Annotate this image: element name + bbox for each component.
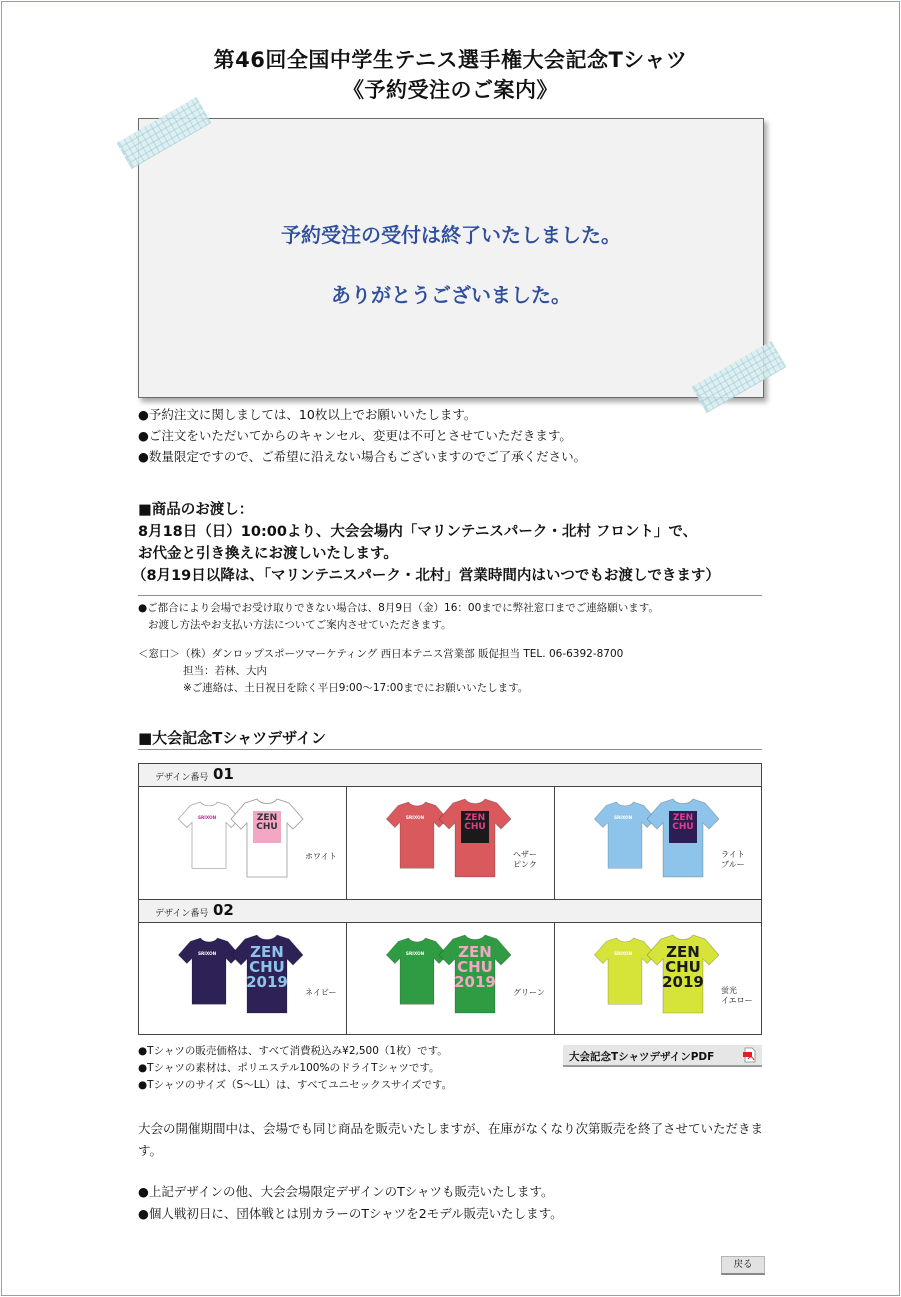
design-cell xyxy=(139,786,347,899)
shirt-color-label: グリーン xyxy=(513,988,545,997)
delivery-note: ●ご都合により会場でお受け取りできない場合は、8月9日（金）16：00までに弊社窓口までご連絡願います。 xyxy=(138,602,659,614)
print-text: ZEN xyxy=(250,943,284,961)
tshirt-front-image xyxy=(643,790,723,888)
print-text: CHU xyxy=(457,958,493,976)
shirt-note: ●Tシャツの販売価格は、すべて消費税込み¥2,500（1枚）です。 xyxy=(138,1045,448,1057)
design-header-01 xyxy=(139,764,761,787)
design-pdf-label: 大会記念TシャツデザインPDF xyxy=(569,1051,715,1063)
delivery-line: （8月19日以降は、「マリンテニスパーク・北村」営業時間内はいつでもお渡しできます） xyxy=(132,568,720,584)
srixon-logo: SRIXON xyxy=(405,816,425,821)
page-title: 第46回全国中学生テニス選手権大会記念Tシャツ xyxy=(213,48,688,72)
design-number: 01 xyxy=(213,765,234,783)
notice-thanks-text: ありがとうございました。 xyxy=(331,283,571,307)
venue-sales-note: 大会の開催期間中は、会場でも同じ商品を販売いたしますが、在庫がなくなり次第販売を終了させていただきます。 xyxy=(138,1121,764,1158)
tshirt-front-image xyxy=(227,926,307,1024)
shirt-note: ●Tシャツの素材は、ポリエステル100%のドライTシャツです。 xyxy=(138,1062,440,1074)
extra-notes xyxy=(138,1181,778,1225)
print-text: ZEN xyxy=(666,943,700,961)
design-cell xyxy=(347,786,555,899)
print-text: ZEN xyxy=(458,943,492,961)
srixon-logo: SRIXON xyxy=(613,816,633,821)
delivery-note: お渡し方法やお支払い方法についてご案内させていただきます。 xyxy=(148,619,452,631)
contact-person: 担当：若林、大内 xyxy=(183,665,267,677)
delivery-heading: ■商品のお渡し： xyxy=(138,502,254,518)
delivery-notes xyxy=(138,600,778,634)
divider xyxy=(138,595,762,596)
print-text: 2019 xyxy=(246,973,288,991)
design-heading: ■大会記念Tシャツデザイン xyxy=(138,729,327,747)
contact-line: ＜窓口＞（株）ダンロップスポーツマーケティング 西日本テニス営業部 販促担当 TEL. 06-6392-8700 xyxy=(138,648,624,660)
order-note: ●ご注文をいただいてからのキャンセル、変更は不可とさせていただきます。 xyxy=(138,428,572,443)
design-number: 02 xyxy=(213,901,234,919)
shirt-color-label: ヘザー ピンク xyxy=(513,850,537,869)
shirt-color-label: ホワイト xyxy=(305,852,337,861)
shirt-notes xyxy=(138,1043,558,1094)
pdf-icon xyxy=(742,1047,758,1063)
srixon-logo: SRIXON xyxy=(197,816,217,821)
srixon-logo: SRIXON xyxy=(197,952,217,957)
print-text: CHU xyxy=(256,822,278,832)
print-text: CHU xyxy=(672,822,694,832)
notice-closed-text: 予約受注の受付は終了いたしました。 xyxy=(281,223,621,247)
tshirt-front-image xyxy=(227,790,307,888)
design-cell xyxy=(555,922,761,1035)
design-label: デザイン番号 xyxy=(155,773,209,783)
print-text: ZEN xyxy=(464,813,486,823)
shirt-color-label: 蛍光 イエロー xyxy=(721,986,753,1005)
tshirt-front-image xyxy=(435,790,515,888)
extra-note: ●上記デザインの他、大会会場限定デザインのTシャツも販売いたします。 xyxy=(138,1184,554,1199)
shirt-note: ●Tシャツのサイズ（S～LL）は、すべてユニセックスサイズです。 xyxy=(138,1079,453,1091)
contact-hours: ※ご連絡は、土日祝日を除く平日9:00～17:00までにお願いいたします。 xyxy=(183,682,529,694)
design-cell xyxy=(555,786,761,899)
design-grid xyxy=(138,763,762,1035)
srixon-logo: SRIXON xyxy=(405,952,425,957)
design-label: デザイン番号 xyxy=(155,909,209,919)
print-text: 2019 xyxy=(454,973,496,991)
print-text: CHU xyxy=(464,822,486,832)
page-subtitle: 《予約受注のご案内》 xyxy=(343,78,558,102)
shirt-color-label: ライト ブルー xyxy=(721,850,745,869)
shirt-color-label: ネイビー xyxy=(305,988,337,997)
order-notes xyxy=(138,404,778,467)
order-note: ●数量限定ですので、ご希望に沿えない場合もございますのでご了承ください。 xyxy=(138,449,587,464)
design-cell xyxy=(347,922,555,1035)
delivery-line: 8月18日（日）10:00より、大会会場内「マリンテニスパーク・北村 フロント」で、 xyxy=(138,524,698,540)
print-text: ZEN xyxy=(672,813,694,823)
closed-notice-board xyxy=(138,118,764,398)
design-cell xyxy=(139,922,347,1035)
contact-info xyxy=(138,646,778,697)
tshirt-front-image xyxy=(643,926,723,1024)
print-text: 2019 xyxy=(662,973,704,991)
design-pdf-button[interactable] xyxy=(563,1045,762,1067)
print-text: CHU xyxy=(249,958,285,976)
srixon-logo: SRIXON xyxy=(613,952,633,957)
order-note: ●予約注文に関しましては、10枚以上でお願いいたします。 xyxy=(138,407,477,422)
delivery-section xyxy=(132,499,778,587)
print-text: ZEN xyxy=(256,813,278,823)
extra-note: ●個人戦初日に、団体戦とは別カラーのTシャツを2モデル販売いたします。 xyxy=(138,1206,563,1221)
divider xyxy=(138,749,762,750)
back-button[interactable]: 戻る xyxy=(721,1256,765,1275)
design-header-02 xyxy=(139,900,761,923)
delivery-line: お代金と引き換えにお渡しいたします。 xyxy=(138,546,398,562)
tshirt-front-image xyxy=(435,926,515,1024)
print-text: CHU xyxy=(665,958,701,976)
